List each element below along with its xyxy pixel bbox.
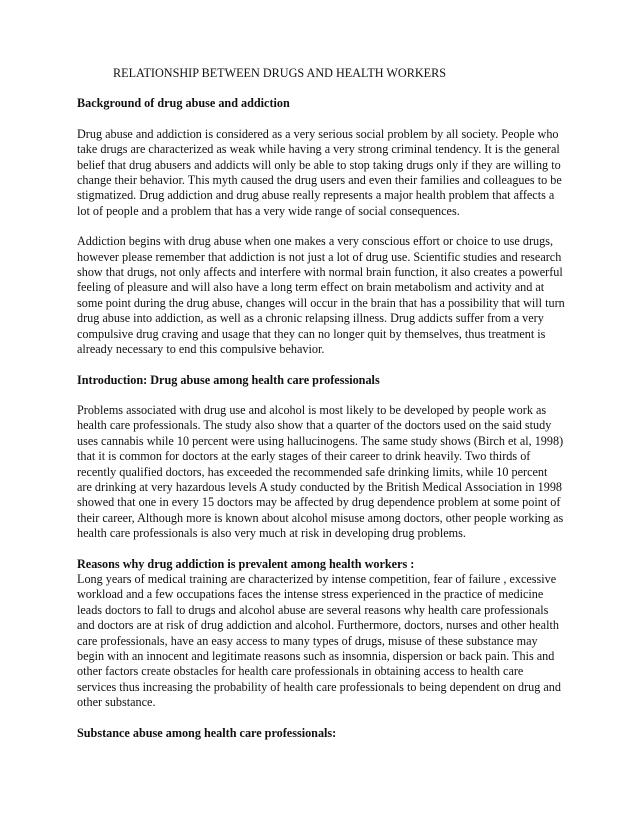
paragraph-reasons-1: Long years of medical training are characterized by intense competition, fear of failure , excessive workload and a few occupations faces the intense stress experienced in the practice of medicine leads doctors to fall to drugs and alcohol abuse are several reasons why health care professionals and doctors are at risk of drug addiction and alcohol. Furthermore, doctors, nurses and other health care professionals, have an easy access to many types of drugs, misuse of these substance may begin with an innocent and legitimate reasons such as insomnia, dispersion or back pain. This and other factors create obstacles for health care professionals in obtaining access to health care services thus increasing the probability of health care professionals to being dependent on drug and other substance. — [77, 571, 561, 710]
paragraph-background-2: Addiction begins with drug abuse when one makes a very conscious effort or choice to use drugs, however please remember that addiction is not just a lot of drug use. Scientific studies and research show that drugs, not only affects and interfere with normal brain function, it also creates a powerful feeling of pleasure and will also have a long term effect on brain metabolism and activity and at some point during the drug abuse, changes will occur in the brain that has a possibility that will turn drug abuse into addiction, as well as a chronic relapsing illness. Drug addicts suffer from a very compulsive drug craving and usage that they can no longer quit by themselves, thus treatment is already necessary to end this compulsive behavior. — [77, 234, 565, 357]
paragraph-background-1: Drug abuse and addiction is considered as a very serious social problem by all society. People who take drugs are characterized as weak while having a very strong criminal tendency. It is the general belief that drug abusers and addicts will only be able to stop taking drugs only if they are willing to change their behavior. This myth caused the drug users and even their families and colleagues to be stigmatized. Drug addiction and drug abuse really represents a major health problem that affects a lot of people and a problem that has a very wide range of social consequences. — [77, 126, 562, 218]
paragraph-introduction-1: Problems associated with drug use and alcohol is most likely to be developed by people work as health care professionals. The study also show that a quarter of the doctors used on the said study uses cannabis while 10 percent were using hallucinogens. The same study shows (Birch et al, 1998) that it is common for doctors at the early stages of their career to drink heavily. Two thirds of recently qualified doctors, has exceeded the recommended safe drinking limits, while 10 percent are drinking at very hazardous levels A study conducted by the British Medical Association in 1998 showed that one in every 15 doctors may be affected by drug dependence problem at some point of their career, Although more is known about alcohol misuse among doctors, other people working as health care professionals is also very much at risk in developing drug problems. — [77, 402, 564, 541]
section-heading-reasons: Reasons why drug addiction is prevalent among health workers : — [77, 556, 415, 571]
document-body — [77, 66, 565, 741]
section-heading-substance-abuse: Substance abuse among health care professionals: — [77, 725, 337, 740]
document-title: RELATIONSHIP BETWEEN DRUGS AND HEALTH WORKERS — [113, 66, 447, 80]
section-heading-background: Background of drug abuse and addiction — [77, 96, 290, 111]
section-heading-introduction: Introduction: Drug abuse among health care professionals — [77, 372, 380, 387]
